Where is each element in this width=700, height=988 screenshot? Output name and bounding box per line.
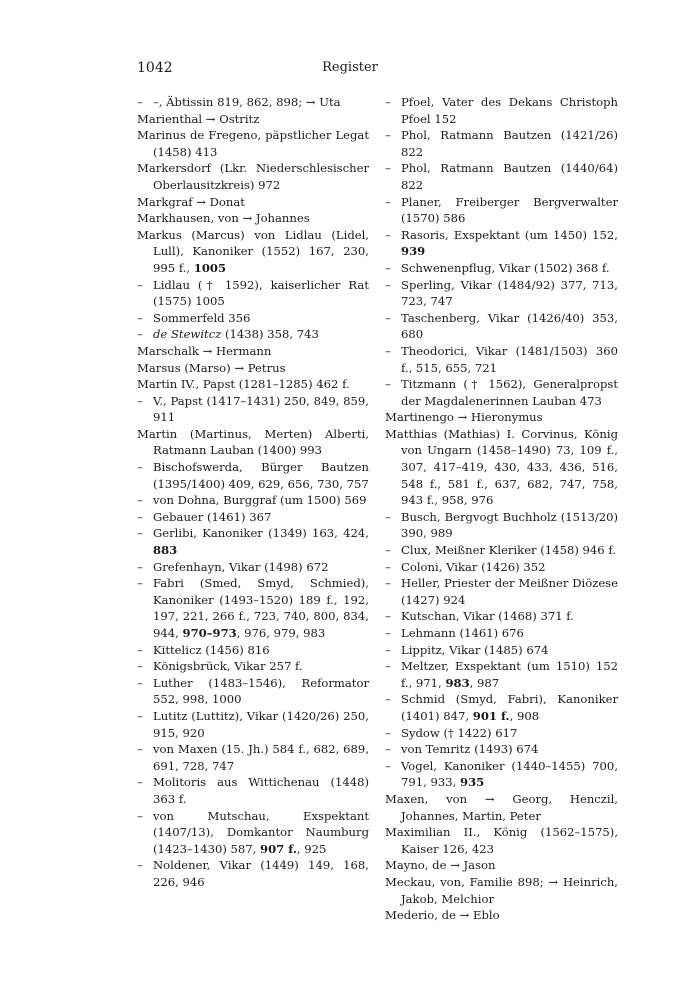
index-entry [137, 310, 369, 327]
subentry-dash: – [385, 194, 391, 209]
entry-bold-page: 907 f. [260, 841, 297, 856]
entry-text: Coloni, Vikar (1426) 352 [401, 559, 546, 574]
entry-text: Grefenhayn, Vikar (1498) 672 [153, 559, 329, 574]
index-entry [385, 575, 618, 608]
entry-text: von Maxen (15. Jh.) 584 f., 682, 689, 691, 728, 747 [153, 742, 369, 773]
index-entry [385, 725, 618, 742]
index-entry [137, 492, 369, 509]
index-entry [137, 127, 369, 160]
subentry-dash: – [137, 526, 143, 541]
page-number: 1042 [137, 60, 173, 76]
index-entry [385, 227, 618, 260]
index-entry [137, 774, 369, 807]
index-entry [385, 343, 618, 376]
index-entry [385, 907, 618, 924]
index-entry [385, 658, 618, 691]
entry-text: V., Papst (1417–1431) 250, 849, 859, 911 [153, 393, 369, 425]
subentry-dash: – [385, 692, 391, 707]
entry-text: Martin (Martinus, Merten) Alberti, Ratmann Lauban (1400) 993 [137, 426, 369, 458]
entry-text: Lutitz (Luttitz), Vikar (1420/26) 250, 915, 920 [153, 708, 369, 740]
entry-text: Clux, Meißner Kleriker (1458) 946 f. [401, 543, 616, 558]
entry-text: Marinus de Fregeno, päpstlicher Legat (1458) 413 [137, 128, 369, 159]
entry-text: Martinengo → Hieronymus [385, 410, 543, 425]
index-entry [385, 824, 618, 857]
entry-bold-page: 935 [460, 775, 485, 790]
subentry-dash: – [137, 559, 143, 574]
index-entry [137, 210, 369, 227]
running-head: Register [322, 60, 378, 75]
index-entry [385, 559, 618, 576]
entry-text: Lidlau († 1592), kaiserlicher Rat (1575) 1005 [153, 277, 369, 309]
index-entry [137, 376, 369, 393]
index-entry [137, 277, 369, 310]
subentry-dash: – [385, 95, 391, 109]
subentry-dash: – [385, 343, 391, 358]
index-entry [137, 708, 369, 741]
index-entry [385, 127, 618, 160]
entry-text: Gebauer (1461) 367 [153, 509, 272, 524]
index-entry [137, 111, 369, 128]
entry-text: Phol, Ratmann Bautzen (1421/26) 822 [401, 128, 618, 159]
subentry-dash: – [385, 659, 391, 674]
entry-text: von Mutschau, Exspektant (1407/13), Domkantor Naumburg (1423–1430) 587, [153, 808, 369, 856]
index-entry [385, 194, 618, 227]
entry-text-after: , 987 [469, 675, 500, 690]
index-entry [385, 160, 618, 193]
entry-text: Markgraf → Donat [137, 194, 245, 209]
entry-text: Vogel, Kanoniker (1440–1455) 700, 791, 933, [401, 758, 618, 790]
entry-text: Sommerfeld 356 [153, 310, 251, 325]
entry-text: Heller, Priester der Meißner Diözese (1427) 924 [401, 576, 618, 607]
subentry-dash: – [137, 659, 143, 674]
index-entry [137, 675, 369, 708]
subentry-dash: – [137, 327, 143, 342]
subentry-dash: – [385, 576, 391, 591]
entry-text: Markus (Marcus) von Lidlau (Lidel, Lull), Kanoniker (1552) 167, 230, 995 f., [137, 227, 369, 275]
entry-italic: de Stewitcz [153, 327, 222, 342]
index-entry [385, 376, 618, 409]
index-entry [385, 94, 618, 127]
entry-text: von Temritz (1493) 674 [401, 742, 539, 757]
entry-text: Schmid (Smyd, Fabri), Kanoniker (1401) 847, [401, 692, 618, 723]
subentry-dash: – [385, 543, 391, 558]
entry-bold-page: 883 [153, 543, 178, 558]
subentry-dash: – [385, 559, 391, 574]
entry-text: Markersdorf (Lkr. Niederschlesischer Oberlausitzkreis) 972 [137, 161, 369, 192]
subentry-dash: – [137, 742, 143, 757]
index-entry [137, 857, 369, 890]
entry-text: Markhausen, von → Johannes [137, 211, 310, 226]
entry-text: Lippitz, Vikar (1485) 674 [401, 642, 549, 657]
entry-bold-page: 983 [445, 675, 470, 690]
subentry-dash: – [137, 310, 143, 325]
index-entry [137, 525, 369, 558]
subentry-dash: – [385, 227, 391, 242]
index-entry [137, 575, 369, 641]
subentry-dash: – [137, 775, 143, 790]
entry-text: Noldener, Vikar (1449) 149, 168, 226, 946 [153, 858, 369, 889]
entry-text: Meltzer, Exspektant (um 1510) 152 f., 971, [401, 659, 618, 690]
entry-text-after: , 908 [509, 708, 540, 723]
subentry-dash: – [385, 260, 391, 275]
index-entry [137, 160, 369, 193]
index-entry [137, 509, 369, 526]
index-entry [137, 741, 369, 774]
entry-text-after: , 925 [296, 841, 327, 856]
subentry-dash: – [137, 493, 143, 508]
entry-text: Taschenberg, Vikar (1426/40) 353, 680 [401, 310, 618, 342]
entry-bold-page: 970–973 [182, 626, 237, 640]
entry-text: Matthias (Mathias) I. Corvinus, König von Ungarn (1458–1490) 73, 109 f., 307, 417–419, 430, 433, 436, 516, 548 f., 581 f., 637, 682, 747, 758, 943 f., 958, 976 [385, 426, 618, 508]
index-column-left [137, 94, 369, 891]
entry-text: Mederio, de → Eblo [385, 908, 500, 923]
index-entry [137, 658, 369, 675]
entry-text: Königsbrück, Vikar 257 f. [153, 659, 303, 674]
subentry-dash: – [385, 128, 391, 143]
subentry-dash: – [137, 576, 143, 591]
subentry-dash: – [385, 377, 391, 392]
subentry-dash: – [385, 161, 391, 176]
subentry-dash: – [137, 509, 143, 524]
index-entry [385, 691, 618, 724]
entry-text: Kutschan, Vikar (1468) 371 f. [401, 609, 574, 624]
subentry-dash: – [137, 858, 143, 873]
index-entry [385, 542, 618, 559]
index-entry [385, 608, 618, 625]
entry-bold-page: 1005 [193, 260, 227, 275]
subentry-dash: – [385, 742, 391, 757]
subentry-dash: – [137, 708, 143, 723]
index-entry [385, 310, 618, 343]
entry-text: Maximilian II., König (1562–1575), Kaiser 126, 423 [385, 825, 618, 856]
index-entry [385, 758, 618, 791]
index-entry [137, 94, 369, 111]
entry-text: (1438) 358, 743 [221, 327, 319, 342]
entry-text: Lehmann (1461) 676 [401, 626, 524, 640]
entry-text: Marschalk → Hermann [137, 343, 272, 358]
entry-text: Phol, Ratmann Bautzen (1440/64) 822 [401, 161, 618, 192]
entry-bold-page: 939 [401, 244, 426, 259]
index-entry [137, 393, 369, 426]
entry-text: Mayno, de → Jason [385, 858, 496, 873]
entry-text: –, Äbtissin 819, 862, 898; → Uta [153, 95, 341, 109]
entry-text: Titzmann († 1562), Generalpropst der Magdalenerinnen Lauban 473 [401, 377, 618, 408]
index-entry [137, 343, 369, 360]
entry-bold-page: 901 f. [472, 708, 510, 723]
entry-text: Sperling, Vikar (1484/92) 377, 713, 723, 747 [401, 277, 618, 309]
index-entry [137, 808, 369, 858]
subentry-dash: – [137, 808, 143, 823]
entry-text: Rasoris, Exspektant (um 1450) 152, [401, 227, 618, 242]
entry-text: Luther (1483–1546), Reformator 552, 998, 1000 [153, 675, 369, 707]
subentry-dash: – [385, 758, 391, 773]
subentry-dash: – [137, 642, 143, 657]
subentry-dash: – [137, 95, 143, 109]
index-entry [137, 426, 369, 459]
entry-text: Planer, Freiberger Bergverwalter (1570) 586 [401, 194, 618, 226]
entry-text: Martin IV., Papst (1281–1285) 462 f. [137, 377, 350, 392]
index-entry [385, 277, 618, 310]
index-entry [137, 227, 369, 277]
index-entry [385, 642, 618, 659]
subentry-dash: – [385, 509, 391, 524]
subentry-dash: – [137, 460, 143, 475]
entry-text: Marienthal → Ostritz [137, 111, 260, 126]
index-entry [137, 459, 369, 492]
index-entry [137, 642, 369, 659]
subentry-dash: – [385, 609, 391, 624]
entry-text: Gerlibi, Kanoniker (1349) 163, 424, [153, 526, 369, 541]
index-entry [385, 791, 618, 824]
entry-text: Marsus (Marso) → Petrus [137, 360, 286, 375]
index-entry [385, 426, 618, 509]
entry-text: Kittelicz (1456) 816 [153, 642, 270, 657]
entry-text: Sydow († 1422) 617 [401, 725, 518, 740]
subentry-dash: – [385, 626, 391, 640]
subentry-dash: – [137, 277, 143, 292]
entry-text: Theodorici, Vikar (1481/1503) 360 f., 515, 655, 721 [401, 343, 618, 375]
entry-text: Fabri (Smed, Smyd, Schmied), Kanoniker (1493–1520) 189 f., 192, 197, 221, 266 f., 723, 740, 800, 834, 944, [153, 576, 369, 640]
index-column-right [385, 94, 618, 924]
index-entry [385, 874, 618, 907]
index-entry [385, 857, 618, 874]
entry-text: Schwenenpflug, Vikar (1502) 368 f. [401, 260, 610, 275]
subentry-dash: – [385, 310, 391, 325]
entry-text: Bischofswerda, Bürger Bautzen (1395/1400) 409, 629, 656, 730, 757 [153, 460, 369, 491]
entry-text-after: , 976, 979, 983 [236, 626, 326, 640]
index-entry [385, 625, 618, 642]
subentry-dash: – [385, 725, 391, 740]
subentry-dash: – [137, 393, 143, 408]
entry-text: Meckau, von, Familie 898; → Heinrich, Jakob, Melchior [385, 874, 618, 906]
entry-text: Pfoel, Vater des Dekans Christoph Pfoel 152 [401, 95, 618, 126]
subentry-dash: – [385, 642, 391, 657]
subentry-dash: – [137, 675, 143, 690]
index-entry [385, 509, 618, 542]
index-entry [137, 326, 369, 343]
page-header [0, 60, 700, 80]
index-entry [385, 741, 618, 758]
entry-text: von Dohna, Burggraf (um 1500) 569 [153, 493, 367, 508]
index-entry [385, 409, 618, 426]
entry-text: Maxen, von → Georg, Henczil, Johannes, Martin, Peter [385, 791, 618, 823]
index-entry [385, 260, 618, 277]
index-entry [137, 194, 369, 211]
entry-text: Molitoris aus Wittichenau (1448) 363 f. [153, 775, 369, 806]
index-entry [137, 360, 369, 377]
index-entry [137, 559, 369, 576]
subentry-dash: – [385, 277, 391, 292]
entry-text: Busch, Bergvogt Buchholz (1513/20) 390, 989 [401, 509, 618, 541]
